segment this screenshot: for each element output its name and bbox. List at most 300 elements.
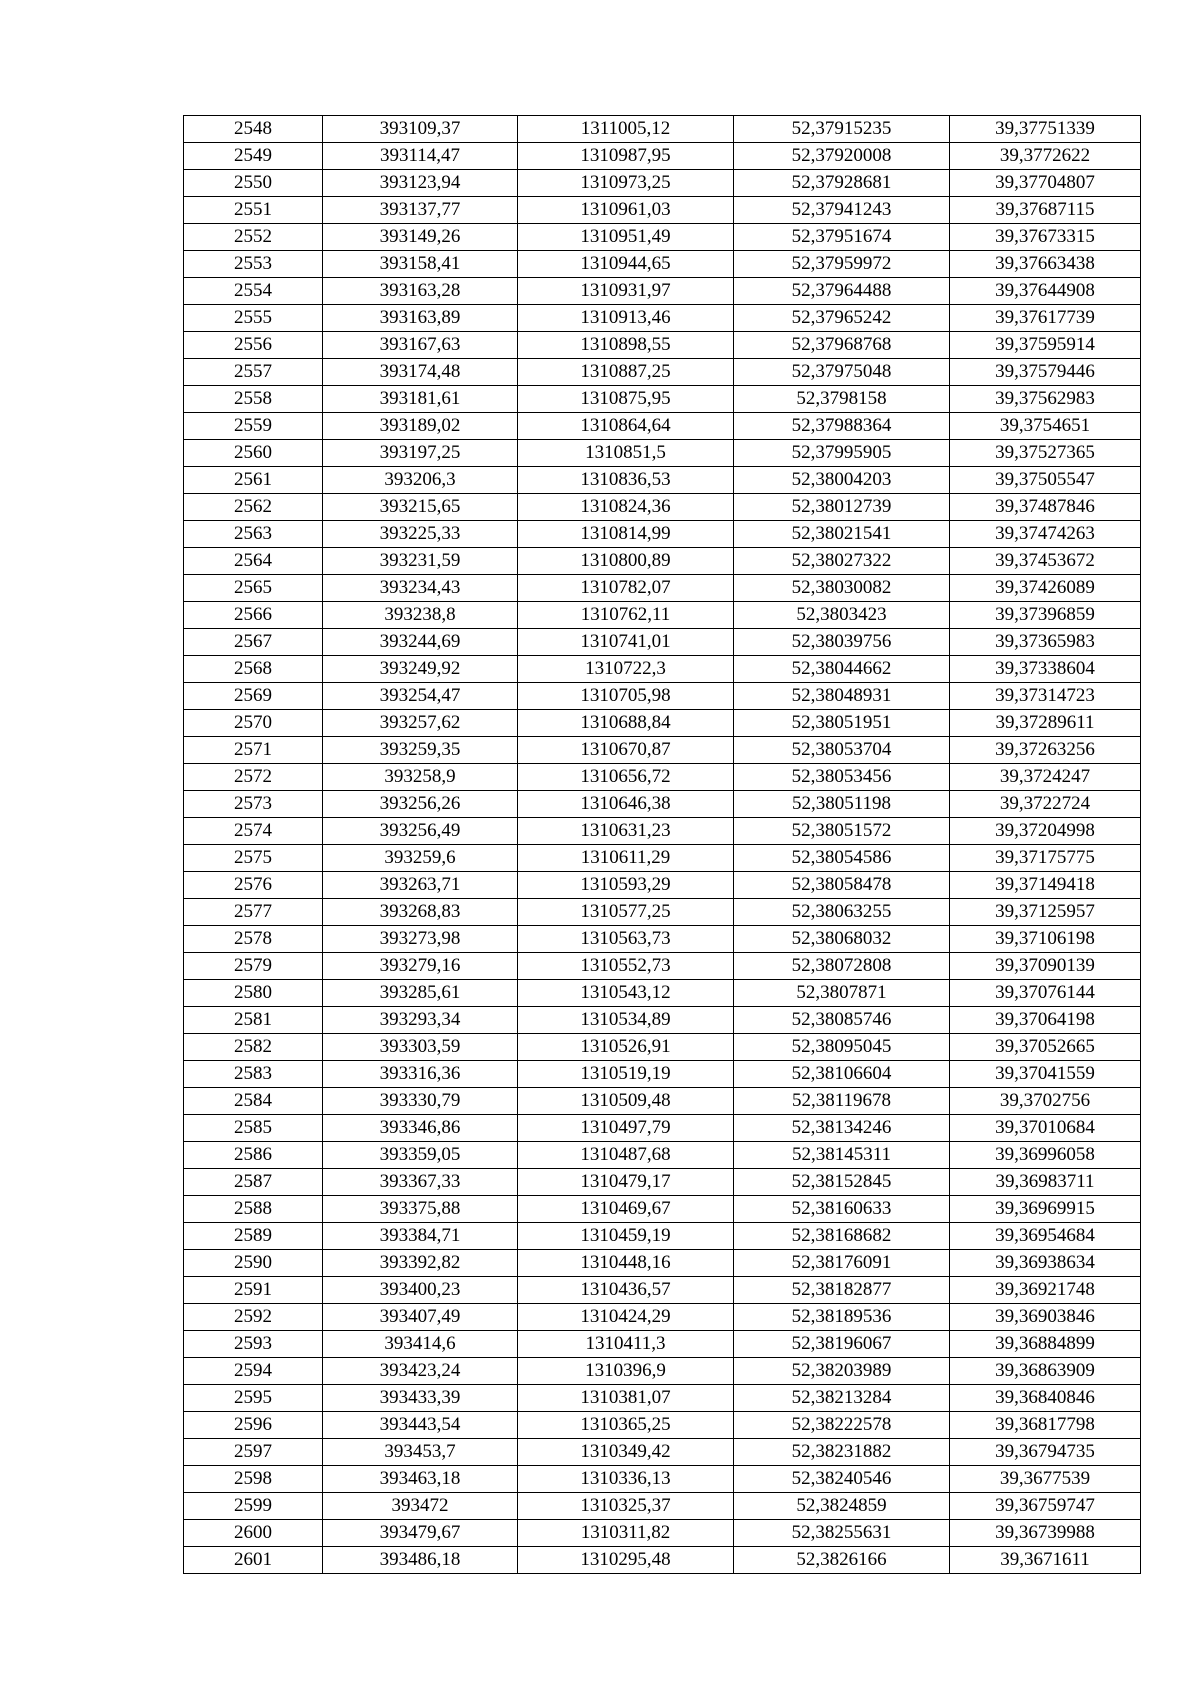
point-number-cell: 2591: [184, 1277, 323, 1304]
longitude-cell: 39,37289611: [950, 710, 1141, 737]
longitude-cell: 39,37474263: [950, 521, 1141, 548]
table-row: [184, 845, 1141, 872]
table-row: [184, 683, 1141, 710]
longitude-cell: 39,37396859: [950, 602, 1141, 629]
x-coordinate-cell: 393257,62: [323, 710, 518, 737]
y-coordinate-cell: 1310670,87: [518, 737, 734, 764]
point-number-cell: 2572: [184, 764, 323, 791]
y-coordinate-cell: 1310875,95: [518, 386, 734, 413]
y-coordinate-cell: 1311005,12: [518, 116, 734, 143]
table-row: [184, 1304, 1141, 1331]
point-number-cell: 2582: [184, 1034, 323, 1061]
table-row: [184, 1250, 1141, 1277]
latitude-cell: 52,38051198: [734, 791, 950, 818]
table-row: [184, 764, 1141, 791]
x-coordinate-cell: 393453,7: [323, 1439, 518, 1466]
point-number-cell: 2600: [184, 1520, 323, 1547]
point-number-cell: 2563: [184, 521, 323, 548]
longitude-cell: 39,37010684: [950, 1115, 1141, 1142]
table-row: [184, 980, 1141, 1007]
x-coordinate-cell: 393238,8: [323, 602, 518, 629]
y-coordinate-cell: 1310509,48: [518, 1088, 734, 1115]
y-coordinate-cell: 1310577,25: [518, 899, 734, 926]
longitude-cell: 39,36983711: [950, 1169, 1141, 1196]
point-number-cell: 2556: [184, 332, 323, 359]
table-row: [184, 1493, 1141, 1520]
x-coordinate-cell: 393181,61: [323, 386, 518, 413]
table-row: [184, 1277, 1141, 1304]
x-coordinate-cell: 393123,94: [323, 170, 518, 197]
y-coordinate-cell: 1310987,95: [518, 143, 734, 170]
x-coordinate-cell: 393375,88: [323, 1196, 518, 1223]
point-number-cell: 2588: [184, 1196, 323, 1223]
x-coordinate-cell: 393158,41: [323, 251, 518, 278]
longitude-cell: 39,36863909: [950, 1358, 1141, 1385]
longitude-cell: 39,36996058: [950, 1142, 1141, 1169]
point-number-cell: 2557: [184, 359, 323, 386]
latitude-cell: 52,38051951: [734, 710, 950, 737]
table-row: [184, 602, 1141, 629]
point-number-cell: 2586: [184, 1142, 323, 1169]
table-row: [184, 143, 1141, 170]
point-number-cell: 2585: [184, 1115, 323, 1142]
latitude-cell: 52,37964488: [734, 278, 950, 305]
coordinates-table-body: [184, 116, 1141, 1574]
point-number-cell: 2580: [184, 980, 323, 1007]
x-coordinate-cell: 393149,26: [323, 224, 518, 251]
y-coordinate-cell: 1310913,46: [518, 305, 734, 332]
longitude-cell: 39,37704807: [950, 170, 1141, 197]
x-coordinate-cell: 393463,18: [323, 1466, 518, 1493]
longitude-cell: 39,36794735: [950, 1439, 1141, 1466]
y-coordinate-cell: 1310611,29: [518, 845, 734, 872]
longitude-cell: 39,37579446: [950, 359, 1141, 386]
longitude-cell: 39,37453672: [950, 548, 1141, 575]
latitude-cell: 52,38134246: [734, 1115, 950, 1142]
table-row: [184, 737, 1141, 764]
point-number-cell: 2573: [184, 791, 323, 818]
y-coordinate-cell: 1310543,12: [518, 980, 734, 1007]
latitude-cell: 52,38106604: [734, 1061, 950, 1088]
longitude-cell: 39,36969915: [950, 1196, 1141, 1223]
longitude-cell: 39,3677539: [950, 1466, 1141, 1493]
longitude-cell: 39,37426089: [950, 575, 1141, 602]
point-number-cell: 2581: [184, 1007, 323, 1034]
longitude-cell: 39,37041559: [950, 1061, 1141, 1088]
point-number-cell: 2592: [184, 1304, 323, 1331]
table-row: [184, 359, 1141, 386]
latitude-cell: 52,38053456: [734, 764, 950, 791]
latitude-cell: 52,38145311: [734, 1142, 950, 1169]
table-row: [184, 791, 1141, 818]
table-row: [184, 1169, 1141, 1196]
y-coordinate-cell: 1310487,68: [518, 1142, 734, 1169]
longitude-cell: 39,3722724: [950, 791, 1141, 818]
latitude-cell: 52,38072808: [734, 953, 950, 980]
latitude-cell: 52,37965242: [734, 305, 950, 332]
x-coordinate-cell: 393256,49: [323, 818, 518, 845]
x-coordinate-cell: 393234,43: [323, 575, 518, 602]
point-number-cell: 2549: [184, 143, 323, 170]
point-number-cell: 2583: [184, 1061, 323, 1088]
y-coordinate-cell: 1310836,53: [518, 467, 734, 494]
latitude-cell: 52,38189536: [734, 1304, 950, 1331]
y-coordinate-cell: 1310887,25: [518, 359, 734, 386]
table-row: [184, 656, 1141, 683]
longitude-cell: 39,37505547: [950, 467, 1141, 494]
longitude-cell: 39,36954684: [950, 1223, 1141, 1250]
point-number-cell: 2587: [184, 1169, 323, 1196]
longitude-cell: 39,37673315: [950, 224, 1141, 251]
y-coordinate-cell: 1310411,3: [518, 1331, 734, 1358]
y-coordinate-cell: 1310311,82: [518, 1520, 734, 1547]
table-row: [184, 1223, 1141, 1250]
longitude-cell: 39,36759747: [950, 1493, 1141, 1520]
y-coordinate-cell: 1310762,11: [518, 602, 734, 629]
y-coordinate-cell: 1310365,25: [518, 1412, 734, 1439]
latitude-cell: 52,38168682: [734, 1223, 950, 1250]
table-row: [184, 521, 1141, 548]
latitude-cell: 52,38160633: [734, 1196, 950, 1223]
longitude-cell: 39,37365983: [950, 629, 1141, 656]
x-coordinate-cell: 393273,98: [323, 926, 518, 953]
table-row: [184, 1142, 1141, 1169]
point-number-cell: 2550: [184, 170, 323, 197]
point-number-cell: 2595: [184, 1385, 323, 1412]
y-coordinate-cell: 1310973,25: [518, 170, 734, 197]
longitude-cell: 39,3772622: [950, 143, 1141, 170]
x-coordinate-cell: 393316,36: [323, 1061, 518, 1088]
table-row: [184, 1331, 1141, 1358]
longitude-cell: 39,37125957: [950, 899, 1141, 926]
latitude-cell: 52,38203989: [734, 1358, 950, 1385]
x-coordinate-cell: 393163,28: [323, 278, 518, 305]
point-number-cell: 2575: [184, 845, 323, 872]
latitude-cell: 52,3807871: [734, 980, 950, 1007]
x-coordinate-cell: 393423,24: [323, 1358, 518, 1385]
point-number-cell: 2568: [184, 656, 323, 683]
point-number-cell: 2560: [184, 440, 323, 467]
table-row: [184, 1034, 1141, 1061]
x-coordinate-cell: 393167,63: [323, 332, 518, 359]
x-coordinate-cell: 393472: [323, 1493, 518, 1520]
y-coordinate-cell: 1310951,49: [518, 224, 734, 251]
table-row: [184, 953, 1141, 980]
y-coordinate-cell: 1310436,57: [518, 1277, 734, 1304]
x-coordinate-cell: 393249,92: [323, 656, 518, 683]
x-coordinate-cell: 393109,37: [323, 116, 518, 143]
latitude-cell: 52,38231882: [734, 1439, 950, 1466]
table-row: [184, 1007, 1141, 1034]
y-coordinate-cell: 1310459,19: [518, 1223, 734, 1250]
latitude-cell: 52,38051572: [734, 818, 950, 845]
point-number-cell: 2598: [184, 1466, 323, 1493]
x-coordinate-cell: 393330,79: [323, 1088, 518, 1115]
y-coordinate-cell: 1310851,5: [518, 440, 734, 467]
point-number-cell: 2548: [184, 116, 323, 143]
x-coordinate-cell: 393367,33: [323, 1169, 518, 1196]
x-coordinate-cell: 393197,25: [323, 440, 518, 467]
latitude-cell: 52,37941243: [734, 197, 950, 224]
latitude-cell: 52,38240546: [734, 1466, 950, 1493]
longitude-cell: 39,36921748: [950, 1277, 1141, 1304]
x-coordinate-cell: 393206,3: [323, 467, 518, 494]
table-row: [184, 710, 1141, 737]
y-coordinate-cell: 1310479,17: [518, 1169, 734, 1196]
latitude-cell: 52,38044662: [734, 656, 950, 683]
point-number-cell: 2553: [184, 251, 323, 278]
point-number-cell: 2569: [184, 683, 323, 710]
longitude-cell: 39,36739988: [950, 1520, 1141, 1547]
point-number-cell: 2559: [184, 413, 323, 440]
latitude-cell: 52,38053704: [734, 737, 950, 764]
x-coordinate-cell: 393384,71: [323, 1223, 518, 1250]
latitude-cell: 52,38152845: [734, 1169, 950, 1196]
latitude-cell: 52,38119678: [734, 1088, 950, 1115]
point-number-cell: 2597: [184, 1439, 323, 1466]
latitude-cell: 52,37951674: [734, 224, 950, 251]
table-row: [184, 926, 1141, 953]
table-row: [184, 494, 1141, 521]
table-row: [184, 332, 1141, 359]
latitude-cell: 52,3803423: [734, 602, 950, 629]
y-coordinate-cell: 1310424,29: [518, 1304, 734, 1331]
latitude-cell: 52,38021541: [734, 521, 950, 548]
table-row: [184, 1439, 1141, 1466]
table-row: [184, 251, 1141, 278]
x-coordinate-cell: 393443,54: [323, 1412, 518, 1439]
longitude-cell: 39,37562983: [950, 386, 1141, 413]
longitude-cell: 39,37487846: [950, 494, 1141, 521]
point-number-cell: 2564: [184, 548, 323, 575]
y-coordinate-cell: 1310497,79: [518, 1115, 734, 1142]
x-coordinate-cell: 393303,59: [323, 1034, 518, 1061]
latitude-cell: 52,37920008: [734, 143, 950, 170]
latitude-cell: 52,38068032: [734, 926, 950, 953]
point-number-cell: 2558: [184, 386, 323, 413]
y-coordinate-cell: 1310646,38: [518, 791, 734, 818]
point-number-cell: 2571: [184, 737, 323, 764]
x-coordinate-cell: 393137,77: [323, 197, 518, 224]
longitude-cell: 39,37106198: [950, 926, 1141, 953]
y-coordinate-cell: 1310593,29: [518, 872, 734, 899]
latitude-cell: 52,38030082: [734, 575, 950, 602]
table-row: [184, 413, 1141, 440]
y-coordinate-cell: 1310396,9: [518, 1358, 734, 1385]
point-number-cell: 2590: [184, 1250, 323, 1277]
point-number-cell: 2584: [184, 1088, 323, 1115]
x-coordinate-cell: 393433,39: [323, 1385, 518, 1412]
x-coordinate-cell: 393189,02: [323, 413, 518, 440]
latitude-cell: 52,38095045: [734, 1034, 950, 1061]
longitude-cell: 39,3671611: [950, 1547, 1141, 1574]
y-coordinate-cell: 1310824,36: [518, 494, 734, 521]
table-row: [184, 116, 1141, 143]
x-coordinate-cell: 393293,34: [323, 1007, 518, 1034]
x-coordinate-cell: 393256,26: [323, 791, 518, 818]
table-row: [184, 1412, 1141, 1439]
point-number-cell: 2555: [184, 305, 323, 332]
table-row: [184, 224, 1141, 251]
y-coordinate-cell: 1310864,64: [518, 413, 734, 440]
x-coordinate-cell: 393346,86: [323, 1115, 518, 1142]
latitude-cell: 52,37915235: [734, 116, 950, 143]
point-number-cell: 2567: [184, 629, 323, 656]
longitude-cell: 39,37149418: [950, 872, 1141, 899]
point-number-cell: 2579: [184, 953, 323, 980]
longitude-cell: 39,36884899: [950, 1331, 1141, 1358]
y-coordinate-cell: 1310961,03: [518, 197, 734, 224]
x-coordinate-cell: 393392,82: [323, 1250, 518, 1277]
y-coordinate-cell: 1310519,19: [518, 1061, 734, 1088]
latitude-cell: 52,38222578: [734, 1412, 950, 1439]
point-number-cell: 2594: [184, 1358, 323, 1385]
longitude-cell: 39,37052665: [950, 1034, 1141, 1061]
table-row: [184, 629, 1141, 656]
x-coordinate-cell: 393225,33: [323, 521, 518, 548]
latitude-cell: 52,38012739: [734, 494, 950, 521]
y-coordinate-cell: 1310349,42: [518, 1439, 734, 1466]
table-row: [184, 818, 1141, 845]
y-coordinate-cell: 1310469,67: [518, 1196, 734, 1223]
table-row: [184, 1196, 1141, 1223]
x-coordinate-cell: 393268,83: [323, 899, 518, 926]
point-number-cell: 2578: [184, 926, 323, 953]
longitude-cell: 39,37338604: [950, 656, 1141, 683]
coordinates-table: [183, 115, 1141, 1574]
latitude-cell: 52,38063255: [734, 899, 950, 926]
point-number-cell: 2576: [184, 872, 323, 899]
longitude-cell: 39,37617739: [950, 305, 1141, 332]
point-number-cell: 2562: [184, 494, 323, 521]
y-coordinate-cell: 1310526,91: [518, 1034, 734, 1061]
point-number-cell: 2552: [184, 224, 323, 251]
x-coordinate-cell: 393400,23: [323, 1277, 518, 1304]
latitude-cell: 52,37968768: [734, 332, 950, 359]
x-coordinate-cell: 393254,47: [323, 683, 518, 710]
point-number-cell: 2577: [184, 899, 323, 926]
y-coordinate-cell: 1310688,84: [518, 710, 734, 737]
latitude-cell: 52,38048931: [734, 683, 950, 710]
latitude-cell: 52,3824859: [734, 1493, 950, 1520]
table-row: [184, 1088, 1141, 1115]
y-coordinate-cell: 1310325,37: [518, 1493, 734, 1520]
x-coordinate-cell: 393258,9: [323, 764, 518, 791]
point-number-cell: 2551: [184, 197, 323, 224]
table-row: [184, 1520, 1141, 1547]
table-row: [184, 1358, 1141, 1385]
point-number-cell: 2561: [184, 467, 323, 494]
latitude-cell: 52,38027322: [734, 548, 950, 575]
latitude-cell: 52,38213284: [734, 1385, 950, 1412]
table-row: [184, 872, 1141, 899]
longitude-cell: 39,3754651: [950, 413, 1141, 440]
latitude-cell: 52,37975048: [734, 359, 950, 386]
latitude-cell: 52,3826166: [734, 1547, 950, 1574]
x-coordinate-cell: 393263,71: [323, 872, 518, 899]
longitude-cell: 39,37175775: [950, 845, 1141, 872]
longitude-cell: 39,36938634: [950, 1250, 1141, 1277]
latitude-cell: 52,37995905: [734, 440, 950, 467]
x-coordinate-cell: 393479,67: [323, 1520, 518, 1547]
table-row: [184, 1385, 1141, 1412]
x-coordinate-cell: 393215,65: [323, 494, 518, 521]
point-number-cell: 2570: [184, 710, 323, 737]
y-coordinate-cell: 1310741,01: [518, 629, 734, 656]
y-coordinate-cell: 1310800,89: [518, 548, 734, 575]
latitude-cell: 52,38176091: [734, 1250, 950, 1277]
x-coordinate-cell: 393359,05: [323, 1142, 518, 1169]
y-coordinate-cell: 1310944,65: [518, 251, 734, 278]
point-number-cell: 2565: [184, 575, 323, 602]
longitude-cell: 39,36903846: [950, 1304, 1141, 1331]
table-row: [184, 1115, 1141, 1142]
table-row: [184, 1547, 1141, 1574]
y-coordinate-cell: 1310336,13: [518, 1466, 734, 1493]
longitude-cell: 39,37595914: [950, 332, 1141, 359]
latitude-cell: 52,38255631: [734, 1520, 950, 1547]
x-coordinate-cell: 393414,6: [323, 1331, 518, 1358]
point-number-cell: 2596: [184, 1412, 323, 1439]
longitude-cell: 39,37663438: [950, 251, 1141, 278]
table-row: [184, 305, 1141, 332]
y-coordinate-cell: 1310898,55: [518, 332, 734, 359]
table-row: [184, 575, 1141, 602]
longitude-cell: 39,37204998: [950, 818, 1141, 845]
latitude-cell: 52,37959972: [734, 251, 950, 278]
latitude-cell: 52,37988364: [734, 413, 950, 440]
latitude-cell: 52,3798158: [734, 386, 950, 413]
longitude-cell: 39,36817798: [950, 1412, 1141, 1439]
point-number-cell: 2574: [184, 818, 323, 845]
table-row: [184, 440, 1141, 467]
x-coordinate-cell: 393114,47: [323, 143, 518, 170]
longitude-cell: 39,37076144: [950, 980, 1141, 1007]
latitude-cell: 52,38004203: [734, 467, 950, 494]
table-row: [184, 1466, 1141, 1493]
y-coordinate-cell: 1310722,3: [518, 656, 734, 683]
point-number-cell: 2554: [184, 278, 323, 305]
y-coordinate-cell: 1310814,99: [518, 521, 734, 548]
table-row: [184, 386, 1141, 413]
y-coordinate-cell: 1310295,48: [518, 1547, 734, 1574]
table-row: [184, 278, 1141, 305]
longitude-cell: 39,37314723: [950, 683, 1141, 710]
table-row: [184, 548, 1141, 575]
y-coordinate-cell: 1310552,73: [518, 953, 734, 980]
longitude-cell: 39,37090139: [950, 953, 1141, 980]
table-row: [184, 197, 1141, 224]
x-coordinate-cell: 393407,49: [323, 1304, 518, 1331]
point-number-cell: 2599: [184, 1493, 323, 1520]
x-coordinate-cell: 393279,16: [323, 953, 518, 980]
latitude-cell: 52,38058478: [734, 872, 950, 899]
longitude-cell: 39,37751339: [950, 116, 1141, 143]
point-number-cell: 2601: [184, 1547, 323, 1574]
y-coordinate-cell: 1310705,98: [518, 683, 734, 710]
y-coordinate-cell: 1310448,16: [518, 1250, 734, 1277]
x-coordinate-cell: 393231,59: [323, 548, 518, 575]
x-coordinate-cell: 393486,18: [323, 1547, 518, 1574]
latitude-cell: 52,38039756: [734, 629, 950, 656]
point-number-cell: 2589: [184, 1223, 323, 1250]
x-coordinate-cell: 393244,69: [323, 629, 518, 656]
latitude-cell: 52,38196067: [734, 1331, 950, 1358]
x-coordinate-cell: 393163,89: [323, 305, 518, 332]
latitude-cell: 52,37928681: [734, 170, 950, 197]
longitude-cell: 39,36840846: [950, 1385, 1141, 1412]
x-coordinate-cell: 393259,6: [323, 845, 518, 872]
